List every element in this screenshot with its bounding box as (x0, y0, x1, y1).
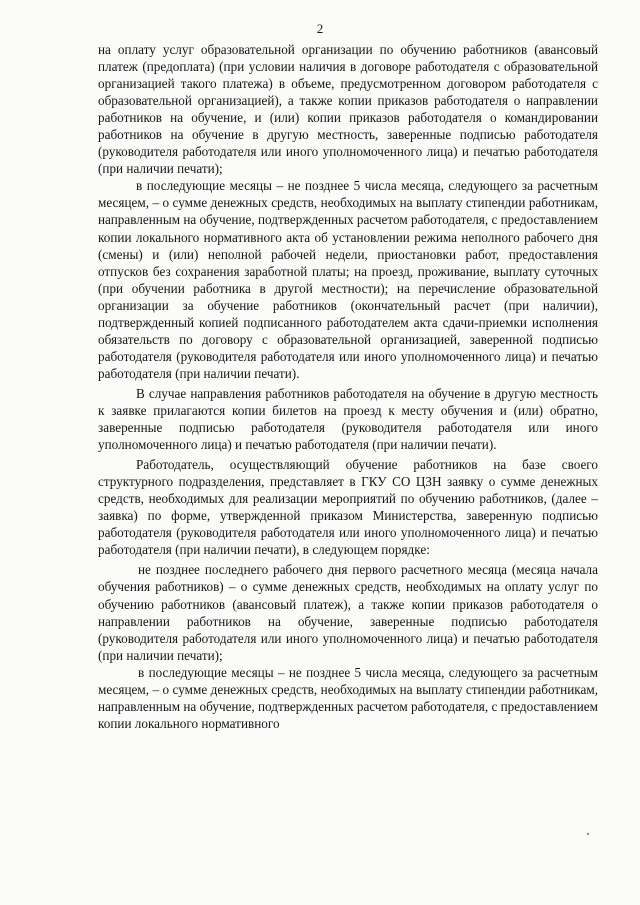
scan-speck (587, 833, 589, 835)
paragraph-continuation: на оплату услуг образовательной организации по обучению работников (авансовый платеж (предоплата) (при условии наличия в договоре работодателя с образовательной организацией такого платежа) в объеме, предусмотренном договором работодателя с образовательной организацией), а также копии приказов работодателя о направлении работников на обучение, и (или) копии приказов работодателя о командировании работников на обучение в другую местность, заверенные подписью работодателя (руководителя работодателя или иного уполномоченного лица) и печатью работодателя (при наличии печати); (98, 42, 598, 177)
paragraph-subsequent-months-second: в последующие месяцы – не позднее 5 числа месяца, следующего за расчетным месяцем, – о сумме денежных средств, необходимых на выплату стипендии работникам, направленным на обучение, подтвержденных расчетом работодателя, с предоставлением копии локального нормативного (98, 664, 598, 731)
paragraph-travel-tickets: В случае направления работников работодателя на обучение в другую местность к заявке прилагаются копии билетов на проезд к месту обучения и (или) обратно, заверенные подписью работодателя (руководителя работодателя или иного уполномоченного лица) и печатью работодателя (при наличии печати). (98, 385, 598, 453)
document-body (98, 41, 598, 732)
paragraph-subsequent-months: в последующие месяцы – не позднее 5 числа месяца, следующего за расчетным месяцем, – о сумме денежных средств, необходимых на выплату стипендии работникам, направленным на обучение, подтвержденных расчетом работодателя, с предоставлением копии локального нормативного акта об установлении режима неполного рабочего дня (смены) и (или) неполной рабочей недели, приостановки работ, предоставления отпусков без сохранения заработной платы; на проезд, проживание, выплату суточных (при обучении работника в другой местности); на перечисление образовательной организации за обучение работников (окончательный расчет (при наличии), подтвержденный копией подписанного работодателем акта сдачи-приемки исполнения обязательств по договору с образовательной организацией, заверенной подписью работодателя (руководителя работодателя или иного уполномоченного лица) и печатью работодателя (при наличии печати). (98, 178, 598, 381)
paragraph-first-month-deadline: не позднее последнего рабочего дня первого расчетного месяца (месяца начала обучения работников) – о сумме денежных средств, необходимых на оплату услуг по обучению работников (авансовый платеж), а также копии приказов работодателя о направлении работников на обучение, заверенные подписью работодателя (руководителя работодателя или иного уполномоченного лица) и печатью работодателя (при наличии печати); (98, 562, 598, 663)
paragraph-employer-own-training: Работодатель, осуществляющий обучение работников на базе своего структурного подразделения, представляет в ГКУ СО ЦЗН заявку о сумме денежных средств, необходимых для реализации мероприятий по обучению работников, (далее – заявка) по форме, утвержденной приказом Министерства, заверенную подписью работодателя (руководителя работодателя или иного уполномоченного лица) и печатью работодателя (при наличии печати), в следующем порядке: (98, 457, 598, 558)
page-number: 2 (316, 21, 324, 36)
